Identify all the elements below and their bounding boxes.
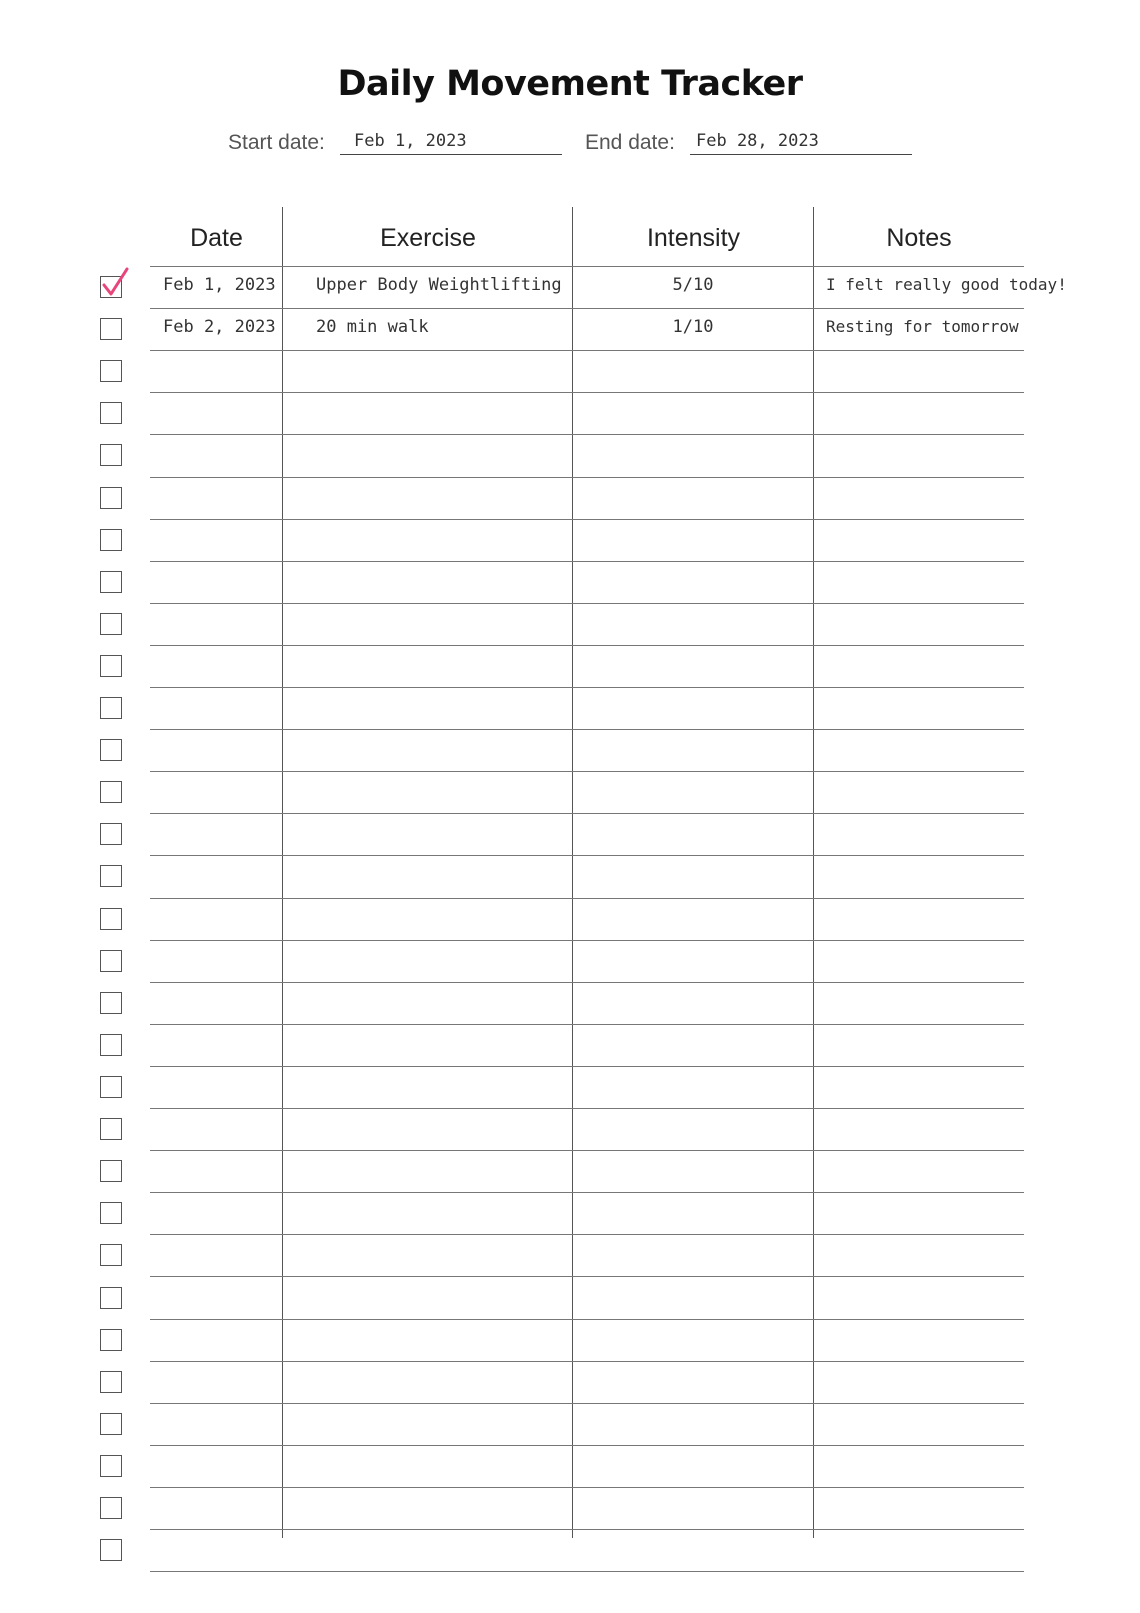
row-checkbox[interactable] [100,655,122,677]
cell-intensity[interactable]: 5/10 [672,275,714,296]
row-rule [150,1150,1024,1151]
row-rule [150,477,1024,478]
row-checkbox[interactable] [100,318,122,340]
row-rule [150,982,1024,983]
row-checkbox[interactable] [100,360,122,382]
row-checkbox[interactable] [100,444,122,466]
column-header-date: Date [190,224,243,252]
checkmark-icon [97,267,131,301]
row-checkbox[interactable] [100,1413,122,1435]
column-header-intensity: Intensity [646,224,741,252]
row-checkbox[interactable] [100,1076,122,1098]
row-checkbox[interactable] [100,908,122,930]
row-checkbox[interactable] [100,865,122,887]
row-rule [150,519,1024,520]
row-rule [150,1529,1024,1530]
cell-exercise[interactable]: Upper Body Weightlifting [316,275,562,296]
row-rule [150,1066,1024,1067]
row-checkbox[interactable] [100,1202,122,1224]
page-title: Daily Movement Tracker [337,64,803,104]
row-rule [150,1192,1024,1193]
row-rule [150,350,1024,351]
row-checkbox[interactable] [100,1371,122,1393]
cell-date[interactable]: Feb 1, 2023 [163,275,276,296]
column-divider [282,207,283,1538]
row-rule [150,1108,1024,1109]
row-rule [150,308,1024,309]
row-checkbox[interactable] [100,487,122,509]
cell-notes[interactable]: I felt really good today! [826,275,1067,295]
row-rule [150,1487,1024,1488]
end-date-label: End date: [585,131,675,154]
row-checkbox[interactable] [100,697,122,719]
row-checkbox[interactable] [100,950,122,972]
cell-exercise[interactable]: 20 min walk [316,317,429,338]
row-checkbox[interactable] [100,1329,122,1351]
row-rule [150,1319,1024,1320]
row-checkbox[interactable] [100,1034,122,1056]
row-rule [150,1403,1024,1404]
row-rule [150,561,1024,562]
row-rule [150,434,1024,435]
end-date-value[interactable]: Feb 28, 2023 [696,131,819,151]
row-rule [150,1024,1024,1025]
row-checkbox[interactable] [100,402,122,424]
cell-intensity[interactable]: 1/10 [672,317,714,338]
cell-date[interactable]: Feb 2, 2023 [163,317,276,338]
row-checkbox[interactable] [100,992,122,1014]
row-rule [150,729,1024,730]
row-rule [150,1571,1024,1572]
start-date-label: Start date: [228,131,325,154]
row-checkbox[interactable] [100,1244,122,1266]
row-checkbox[interactable] [100,1287,122,1309]
row-rule [150,1361,1024,1362]
row-checkbox[interactable] [100,571,122,593]
row-checkbox[interactable] [100,823,122,845]
row-rule [150,1276,1024,1277]
row-rule [150,898,1024,899]
row-checkbox[interactable] [100,1539,122,1561]
row-rule [150,603,1024,604]
column-header-notes: Notes [886,224,952,252]
row-rule [150,855,1024,856]
column-divider [572,207,573,1538]
column-header-exercise: Exercise [380,224,476,252]
row-checkbox[interactable] [100,739,122,761]
cell-notes[interactable]: Resting for tomorrow [826,317,1019,337]
header-rule [150,266,1024,267]
row-rule [150,771,1024,772]
row-checkbox[interactable] [100,529,122,551]
row-checkbox[interactable] [100,1118,122,1140]
row-rule [150,1445,1024,1446]
row-checkbox[interactable] [100,1160,122,1182]
row-rule [150,687,1024,688]
row-rule [150,813,1024,814]
row-rule [150,392,1024,393]
row-checkbox[interactable] [100,1455,122,1477]
row-checkbox[interactable] [100,781,122,803]
row-rule [150,645,1024,646]
row-checkbox[interactable] [100,1497,122,1519]
row-rule [150,940,1024,941]
row-checkbox-checked[interactable] [100,276,122,298]
row-checkbox[interactable] [100,613,122,635]
start-date-value[interactable]: Feb 1, 2023 [354,131,467,151]
column-divider [813,207,814,1538]
row-rule [150,1234,1024,1235]
